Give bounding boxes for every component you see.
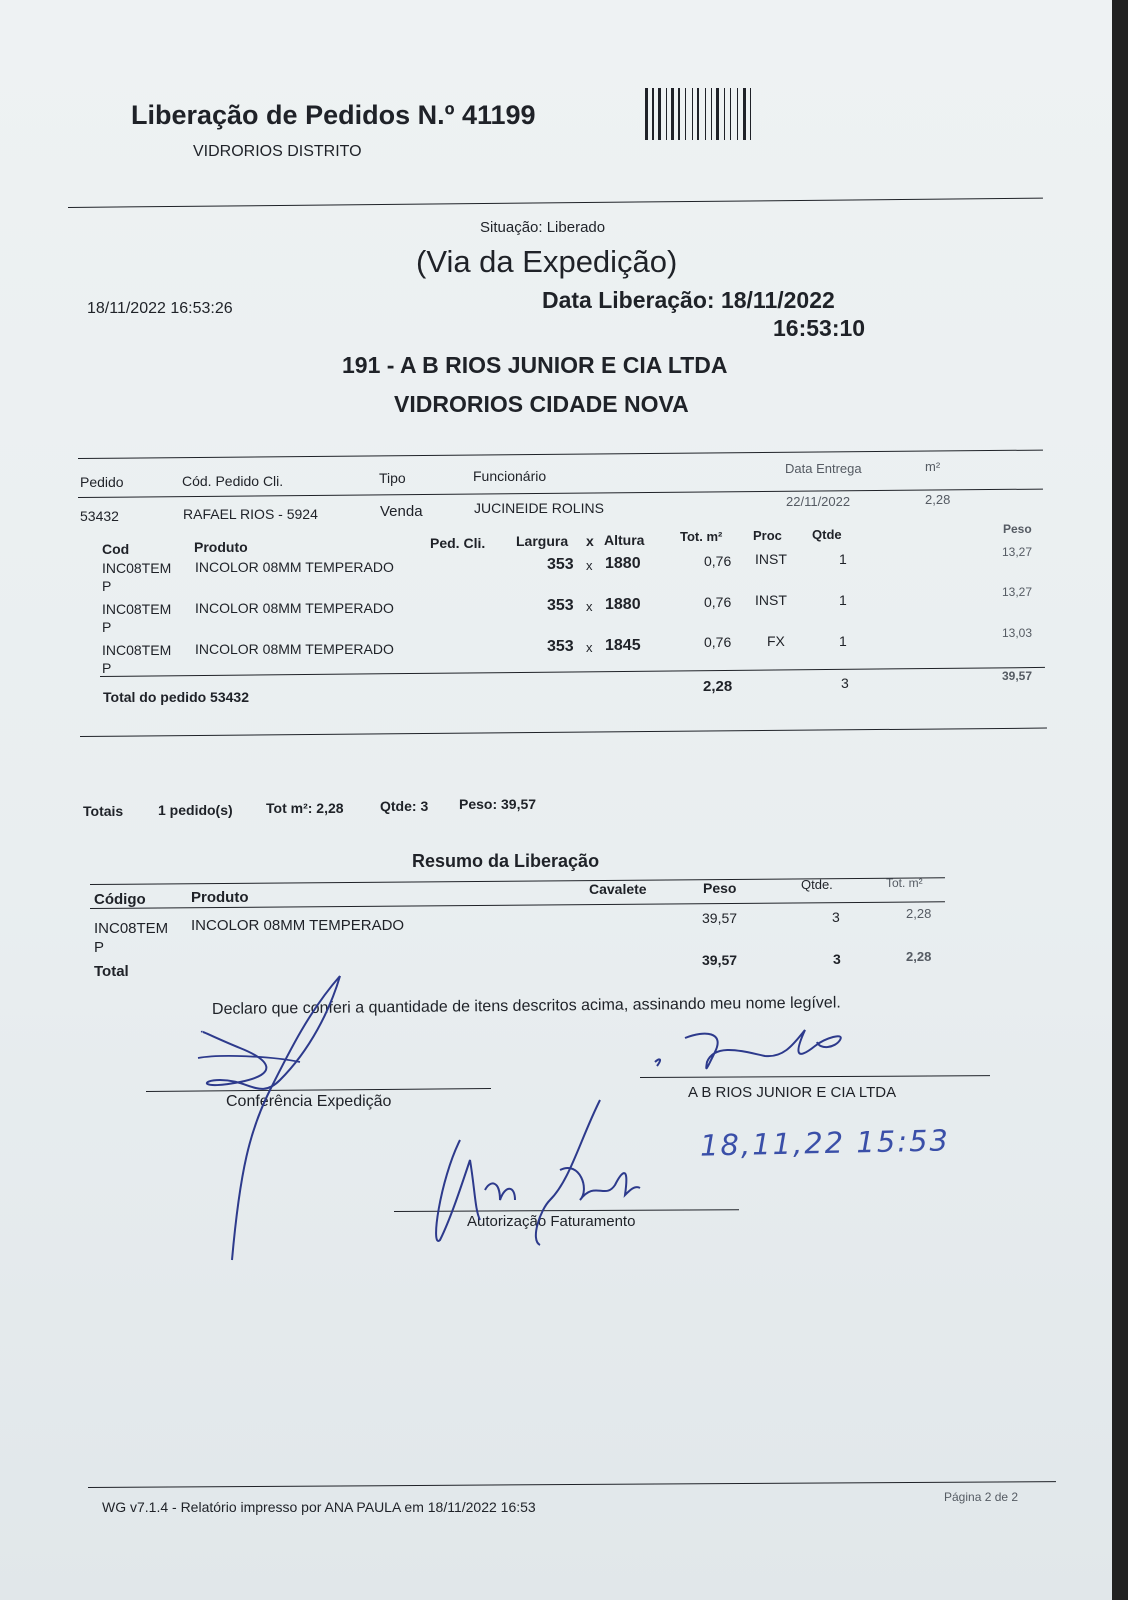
resumo-total-m2: 2,28 xyxy=(906,949,932,964)
item-peso: 13,03 xyxy=(1002,626,1033,640)
item-cod: INC08TEM xyxy=(102,601,172,617)
order-employee: JUCINEIDE ROLINS xyxy=(474,500,604,516)
divider-footer xyxy=(88,1481,1056,1488)
item-altura: 1845 xyxy=(605,637,641,654)
barcode xyxy=(645,88,817,141)
order-number: 53432 xyxy=(80,508,119,524)
data-liberacao-time: 16:53:10 xyxy=(773,315,866,341)
signature-conferencia xyxy=(180,970,350,1270)
item-largura: 353 xyxy=(547,597,574,614)
col-cod-pedido-cli: Cód. Pedido Cli. xyxy=(182,473,284,489)
item-tot-m2: 0,76 xyxy=(704,594,732,610)
company-subtitle: VIDRORIOS DISTRITO xyxy=(193,143,362,160)
item-qtde: 1 xyxy=(839,551,847,567)
declaration-text: Declaro que conferi a quantidade de itens descritos acima, assinando meu nome legível. xyxy=(211,994,841,1018)
document-title: Liberação de Pedidos N.º 41199 xyxy=(131,100,536,130)
totals-pedidos: 1 pedido(s) xyxy=(158,802,233,818)
resumo-cod: INC08TEM xyxy=(94,920,169,937)
totals-peso: Peso: 39,57 xyxy=(459,796,537,812)
item-cod: INC08TEM xyxy=(102,560,172,576)
resumo-peso: 39,57 xyxy=(702,910,738,926)
item-x: x xyxy=(586,599,593,614)
resumo-produto: INCOLOR 08MM TEMPERADO xyxy=(191,917,405,934)
col-pedido: Pedido xyxy=(80,474,124,490)
resumo-col-produto: Produto xyxy=(191,889,249,906)
item-qtde: 1 xyxy=(839,592,847,608)
item-qtde: 1 xyxy=(839,633,847,649)
item-col-tot-m2: Tot. m² xyxy=(680,529,723,544)
resumo-total-label: Total xyxy=(94,963,129,980)
item-col-produto: Produto xyxy=(194,539,248,555)
totals-label: Totais xyxy=(83,803,124,819)
order-total-m2: 2,28 xyxy=(703,678,733,695)
col-tipo: Tipo xyxy=(379,470,406,486)
item-x: x xyxy=(586,558,593,573)
item-proc: INST xyxy=(755,551,787,567)
autorizacao-label: Autorização Faturamento xyxy=(467,1213,636,1230)
order-total-label: Total do pedido 53432 xyxy=(103,689,249,705)
resumo-qtde: 3 xyxy=(832,909,840,925)
client-signature-label: A B RIOS JUNIOR E CIA LTDA xyxy=(688,1084,897,1101)
item-produto: INCOLOR 08MM TEMPERADO xyxy=(195,600,394,616)
resumo-col-cavalete: Cavalete xyxy=(589,881,647,897)
divider-order-bottom xyxy=(80,728,1047,737)
col-funcionario: Funcionário xyxy=(473,468,547,484)
order-type: Venda xyxy=(380,503,423,520)
item-col-proc: Proc xyxy=(753,528,782,543)
signature-autorizacao xyxy=(430,1100,650,1260)
print-datetime: 18/11/2022 16:53:26 xyxy=(87,300,233,317)
handwritten-date: 18,11,22 15:53 xyxy=(699,1123,951,1163)
item-largura: 353 xyxy=(547,556,574,573)
order-client-code: RAFAEL RIOS - 5924 xyxy=(183,506,318,522)
divider-order-top xyxy=(78,450,1043,459)
col-data-entrega: Data Entrega xyxy=(785,461,862,476)
col-m2: m² xyxy=(925,459,941,474)
resumo-tot-m2: 2,28 xyxy=(906,906,932,921)
item-altura: 1880 xyxy=(605,596,641,613)
item-x: x xyxy=(586,640,593,655)
totals-m2: Tot m²: 2,28 xyxy=(266,800,344,816)
item-produto: INCOLOR 08MM TEMPERADO xyxy=(195,641,394,657)
item-col-qtde: Qtde xyxy=(812,527,842,542)
item-cod-cont: P xyxy=(102,578,112,594)
conferencia-label: Conferência Expedição xyxy=(226,1093,392,1110)
client-store: VIDRORIOS CIDADE NOVA xyxy=(394,391,689,417)
resumo-col-peso: Peso xyxy=(703,880,737,896)
order-total-peso: 39,57 xyxy=(1002,669,1033,683)
footer-print-info: WG v7.1.4 - Relatório impresso por ANA PAULA em 18/11/2022 16:53 xyxy=(102,1499,536,1515)
resumo-total-qtde: 3 xyxy=(833,951,841,967)
item-altura: 1880 xyxy=(605,555,641,572)
order-delivery-date: 22/11/2022 xyxy=(786,494,851,509)
via-expedicao: (Via da Expedição) xyxy=(416,244,678,279)
item-col-cod: Cod xyxy=(102,541,130,557)
item-peso: 13,27 xyxy=(1002,545,1033,559)
order-m2: 2,28 xyxy=(925,492,951,507)
item-col-peso: Peso xyxy=(1003,522,1032,536)
divider-order-header xyxy=(78,489,1043,498)
client-name: 191 - A B RIOS JUNIOR E CIA LTDA xyxy=(342,352,728,378)
data-liberacao: Data Liberação: 18/11/2022 xyxy=(542,287,835,313)
resumo-cod-cont: P xyxy=(94,939,105,956)
item-col-x: x xyxy=(586,533,594,549)
item-produto: INCOLOR 08MM TEMPERADO xyxy=(195,559,394,575)
item-largura: 353 xyxy=(547,638,574,655)
item-tot-m2: 0,76 xyxy=(704,553,732,569)
item-cod: INC08TEM xyxy=(102,642,172,658)
footer-page-number: Página 2 de 2 xyxy=(944,1490,1019,1504)
item-tot-m2: 0,76 xyxy=(704,634,732,650)
resumo-col-qtde: Qtde. xyxy=(801,877,833,892)
resumo-col-tot-m2: Tot. m² xyxy=(886,876,923,890)
item-cod-cont: P xyxy=(102,619,112,635)
item-proc: INST xyxy=(755,592,787,608)
situacao-text: Situação: Liberado xyxy=(480,219,606,236)
divider-order-total xyxy=(100,667,1045,677)
item-proc: FX xyxy=(767,633,785,649)
signature-client xyxy=(645,1022,865,1082)
resumo-total-peso: 39,57 xyxy=(702,952,738,968)
item-peso: 13,27 xyxy=(1002,585,1033,599)
divider-header xyxy=(68,198,1043,208)
resumo-col-codigo: Código xyxy=(94,891,146,908)
resumo-title: Resumo da Liberação xyxy=(412,851,600,871)
item-col-largura: Largura xyxy=(516,533,569,549)
item-col-altura: Altura xyxy=(604,532,645,548)
item-col-ped-cli: Ped. Cli. xyxy=(430,535,486,551)
order-total-qtde: 3 xyxy=(841,675,849,691)
item-cod-cont: P xyxy=(102,660,112,676)
totals-qtde: Qtde: 3 xyxy=(380,798,429,814)
